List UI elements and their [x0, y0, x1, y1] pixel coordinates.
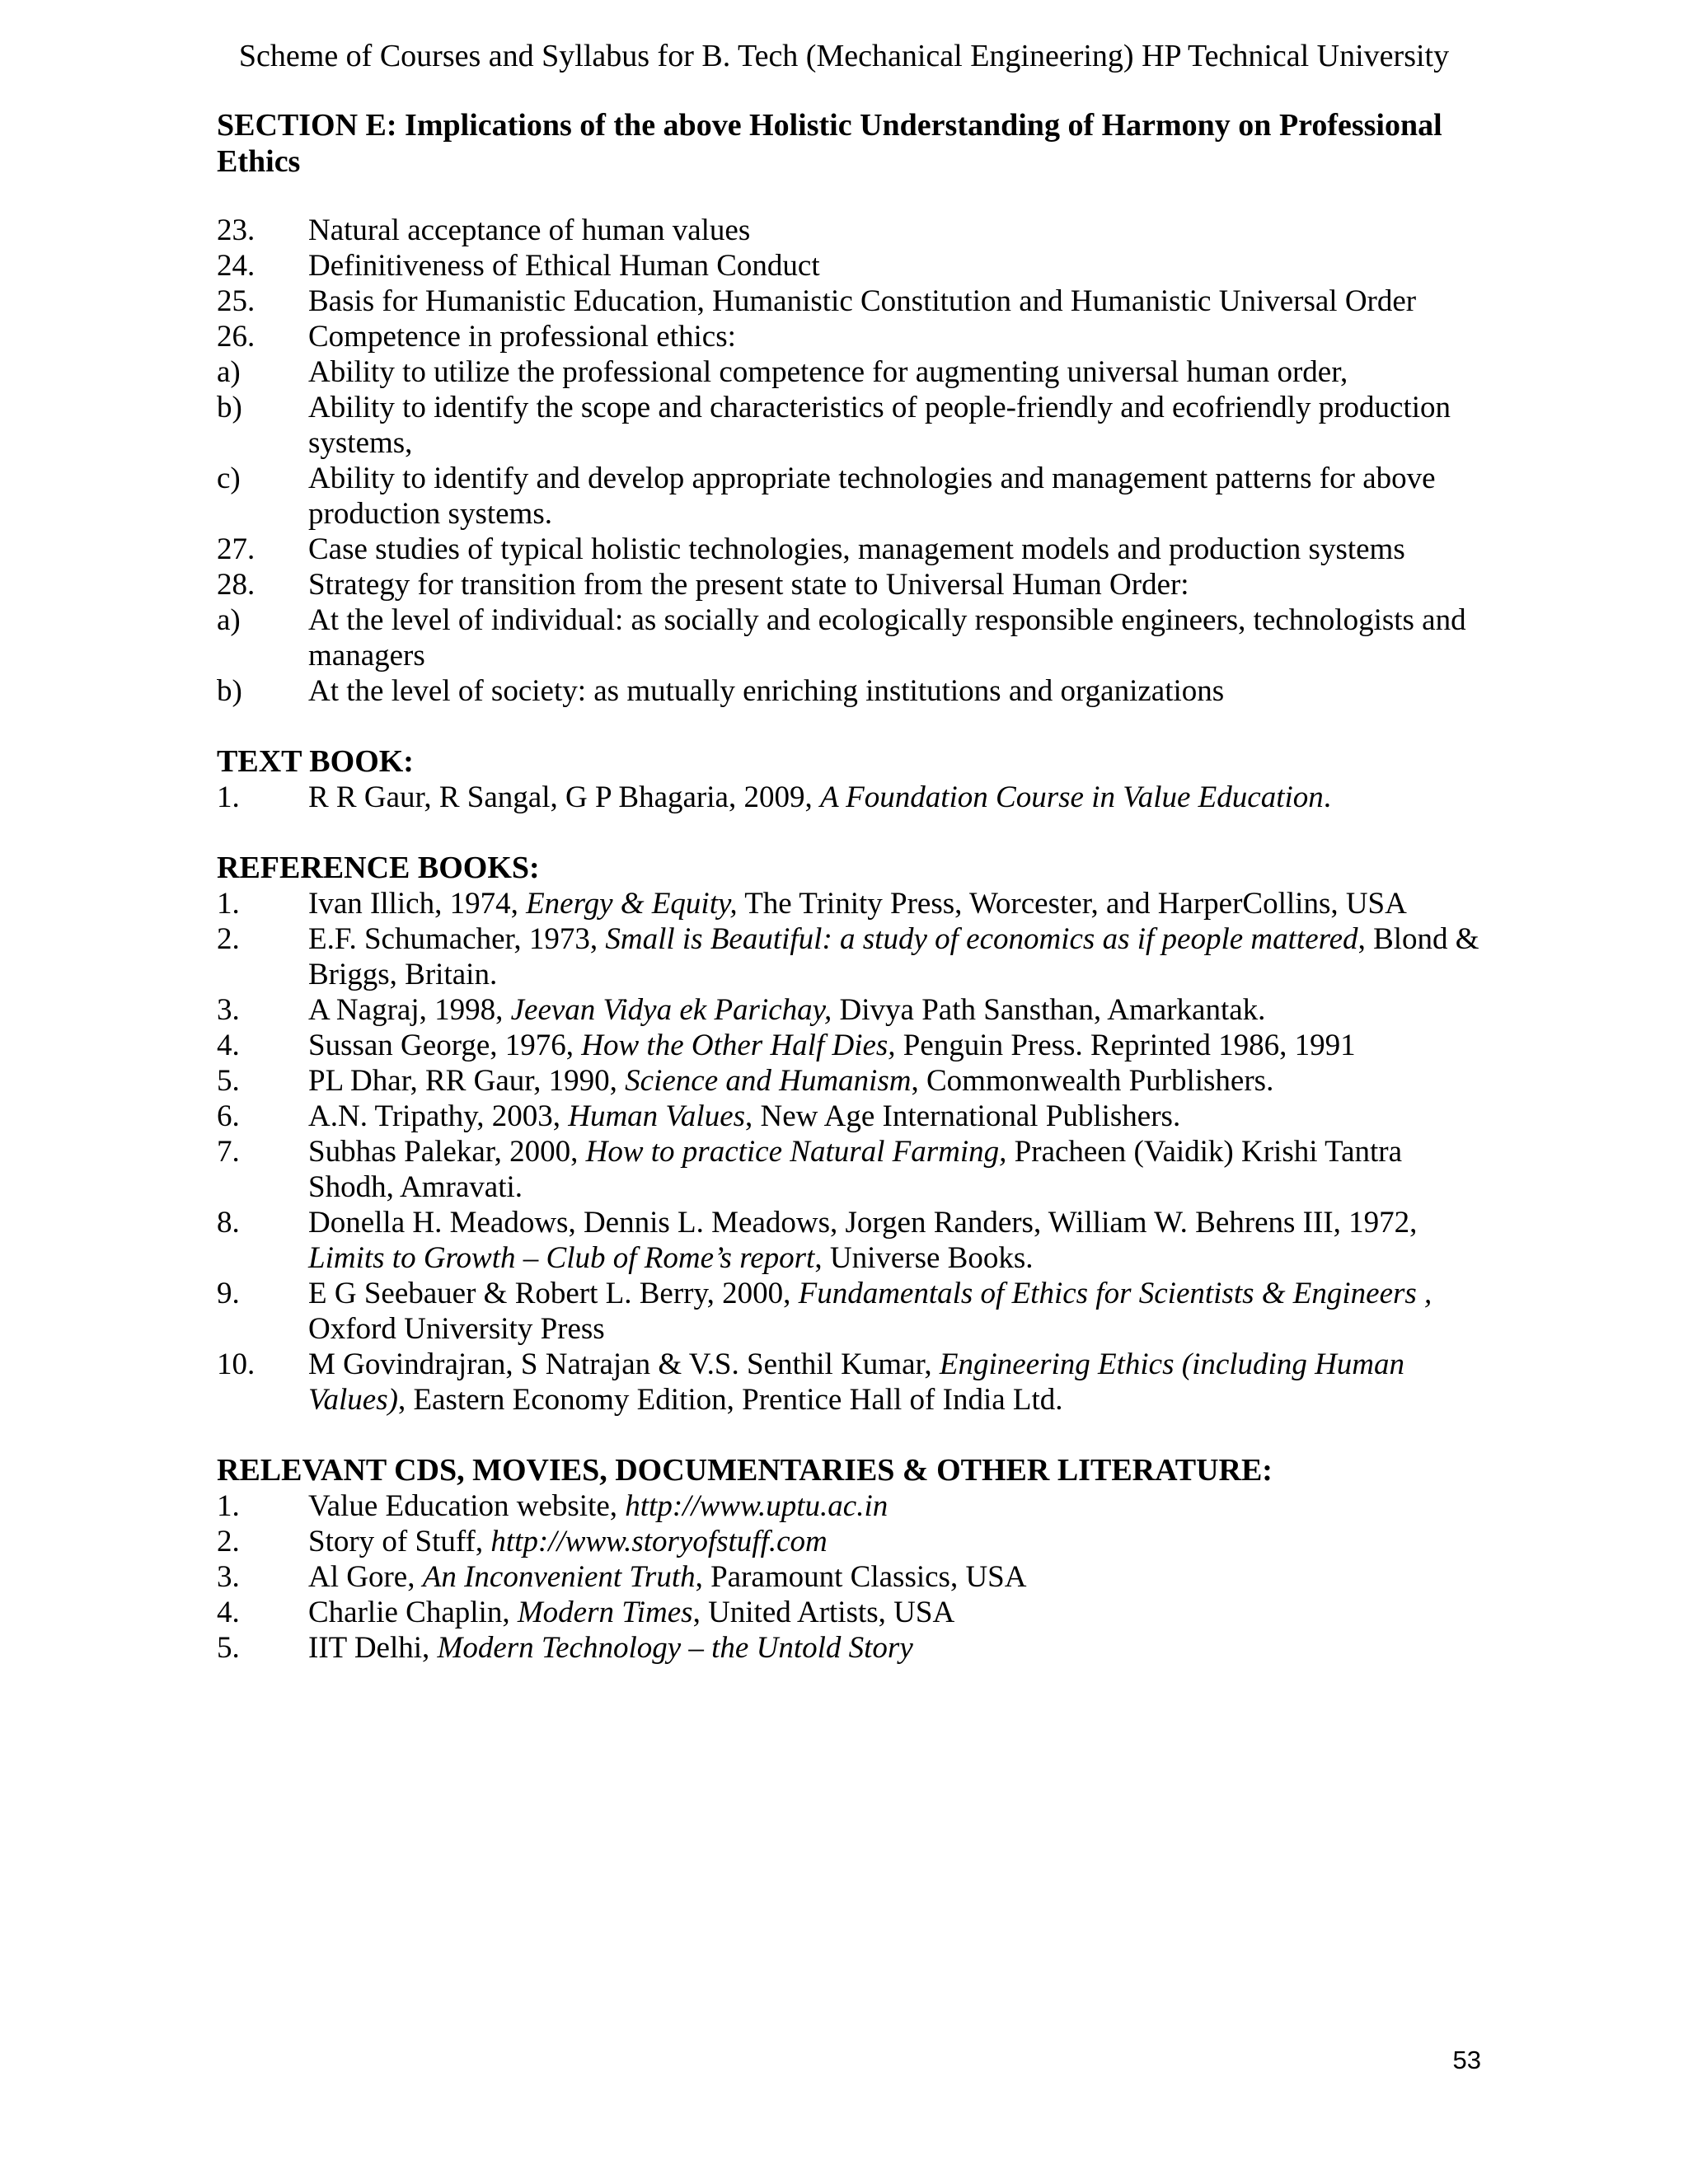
- document-body: [217, 107, 1486, 1666]
- item-text: [308, 1559, 1486, 1595]
- item-title: How the Other Half Dies,: [581, 1029, 896, 1062]
- list-item: [217, 992, 1486, 1028]
- list-item: [217, 1028, 1486, 1063]
- item-title: Jeevan Vidya ek Parichay,: [510, 993, 832, 1027]
- item-title: Modern Technology – the Untold Story: [437, 1631, 913, 1665]
- item-authors: Ivan Illich, 1974,: [308, 887, 527, 921]
- item-title: Engineering Ethics (including Human Values): [308, 1347, 1405, 1417]
- item-publisher: Pracheen (Vaidik) Krishi Tantra Shodh, Amravati.: [308, 1135, 1403, 1204]
- item-text: At the level of individual: as socially and ecologically responsible engineers, technologists and managers: [308, 603, 1466, 673]
- item-text: [308, 1205, 1486, 1276]
- list-item: [217, 1595, 1486, 1630]
- item-authors: Charlie Chaplin,: [308, 1596, 518, 1629]
- list-item: [217, 1630, 1486, 1666]
- item-text: [308, 780, 1486, 815]
- item-text: [308, 1595, 1486, 1630]
- list-item: [217, 1559, 1486, 1595]
- item-text: [308, 921, 1486, 992]
- item-authors: A Nagraj, 1998,: [308, 993, 511, 1027]
- list-item: [217, 602, 1486, 673]
- item-text: Ability to identify the scope and characteristics of people-friendly and ecofriendly production systems,: [308, 391, 1451, 460]
- item-number: a): [217, 355, 241, 389]
- item-number: 10.: [217, 1347, 256, 1381]
- item-authors: Donella H. Meadows, Dennis L. Meadows, Jorgen Randers, William W. Behrens III, 1972,: [308, 1206, 1418, 1240]
- item-number: 3.: [217, 1560, 240, 1594]
- section-e-heading: SECTION E: Implications of the above Holistic Understanding of Harmony on Professional Ethics: [217, 108, 1442, 179]
- item-number: 5.: [217, 1064, 240, 1098]
- spacer: [217, 1418, 1486, 1453]
- item-text: [308, 1630, 1486, 1666]
- item-title: Small is Beautiful: a study of economics as if people mattered: [605, 922, 1358, 956]
- spacer: [217, 180, 1486, 213]
- list-item: [217, 886, 1486, 921]
- item-publisher: , Eastern Economy Edition, Prentice Hall of India Ltd.: [397, 1383, 1063, 1417]
- item-title: http://www.storyofstuff.com: [490, 1525, 828, 1558]
- item-number: 9.: [217, 1277, 240, 1310]
- item-number: c): [217, 462, 241, 495]
- item-number: 28.: [217, 568, 256, 602]
- item-number: a): [217, 603, 241, 637]
- item-number: 1.: [217, 1489, 240, 1523]
- item-number: 6.: [217, 1099, 240, 1133]
- relevant-media-heading: RELEVANT CDS, MOVIES, DOCUMENTARIES & OTHER LITERATURE:: [217, 1453, 1273, 1488]
- item-number: 23.: [217, 213, 256, 247]
- item-publisher: , Universe Books.: [814, 1241, 1034, 1275]
- item-number: 3.: [217, 993, 240, 1027]
- item-authors: Value Education website,: [308, 1489, 626, 1523]
- item-text: [308, 1028, 1486, 1063]
- item-publisher: Oxford University Press: [308, 1312, 605, 1346]
- text-book-list: [217, 780, 1486, 815]
- item-text: [308, 1488, 1486, 1524]
- item-title: How to practice Natural Farming,: [585, 1135, 1007, 1169]
- list-item: [217, 461, 1486, 532]
- item-publisher: , Commonwealth Purblishers.: [911, 1064, 1274, 1098]
- item-publisher: , United Artists, USA: [692, 1596, 955, 1629]
- item-title: Fundamentals of Ethics for Scientists & Engineers ,: [798, 1277, 1432, 1310]
- item-number: 1.: [217, 780, 240, 814]
- item-text: [308, 1276, 1486, 1347]
- item-authors: Subhas Palekar, 2000,: [308, 1135, 586, 1169]
- item-text: [308, 886, 1486, 921]
- list-item: [217, 532, 1486, 567]
- spacer: [217, 815, 1486, 851]
- item-title: An Inconvenient Truth: [422, 1560, 696, 1594]
- item-text: Ability to identify and develop appropriate technologies and management patterns for above production systems.: [308, 462, 1436, 531]
- item-authors: Al Gore,: [308, 1560, 423, 1594]
- list-item: [217, 1134, 1486, 1205]
- text-book-heading: TEXT BOOK:: [217, 744, 414, 779]
- list-item: [217, 284, 1486, 319]
- item-number: 26.: [217, 320, 256, 354]
- item-authors: A.N. Tripathy, 2003,: [308, 1099, 569, 1133]
- list-item: [217, 248, 1486, 284]
- list-item: [217, 1276, 1486, 1347]
- item-text: Natural acceptance of human values: [308, 213, 751, 247]
- list-item: [217, 319, 1486, 354]
- page-header: Scheme of Courses and Syllabus for B. Tech (Mechanical Engineering) HP Technical University: [238, 39, 1450, 73]
- item-number: b): [217, 391, 242, 424]
- list-item: [217, 1347, 1486, 1418]
- item-publisher: , Paramount Classics, USA: [695, 1560, 1027, 1594]
- reference-books-list: [217, 886, 1486, 1418]
- item-text: Ability to utilize the professional competence for augmenting universal human order,: [308, 355, 1348, 389]
- item-title: Limits to Growth – Club of Rome’s report: [308, 1241, 815, 1275]
- item-text: [308, 1347, 1486, 1418]
- item-number: 7.: [217, 1135, 240, 1169]
- section-e-list: [217, 213, 1486, 709]
- item-number: 27.: [217, 532, 256, 566]
- list-item: [217, 390, 1486, 461]
- item-publisher: .: [1323, 780, 1332, 814]
- list-item: [217, 921, 1486, 992]
- item-text: Strategy for transition from the present state to Universal Human Order:: [308, 568, 1189, 602]
- item-text: [308, 1099, 1486, 1134]
- item-authors: E.F. Schumacher, 1973,: [308, 922, 606, 956]
- item-title: Modern Times: [517, 1596, 693, 1629]
- list-item: [217, 673, 1486, 709]
- list-item: [217, 1099, 1486, 1134]
- item-publisher: Penguin Press. Reprinted 1986, 1991: [895, 1029, 1356, 1062]
- item-title: A Foundation Course in Value Education: [819, 780, 1324, 814]
- item-text: Basis for Humanistic Education, Humanistic Constitution and Humanistic Universal Order: [308, 284, 1417, 318]
- item-authors: Sussan George, 1976,: [308, 1029, 582, 1062]
- list-item: [217, 567, 1486, 602]
- item-title: Science and Humanism: [625, 1064, 912, 1098]
- item-title: Human Values: [568, 1099, 746, 1133]
- item-text: [308, 1134, 1486, 1205]
- item-number: 24.: [217, 249, 256, 283]
- item-publisher: , New Age International Publishers.: [745, 1099, 1181, 1133]
- list-item: [217, 1524, 1486, 1559]
- reference-books-heading: REFERENCE BOOKS:: [217, 851, 540, 885]
- item-number: 8.: [217, 1206, 240, 1240]
- relevant-media-list: [217, 1488, 1486, 1666]
- item-number: 2.: [217, 1525, 240, 1558]
- item-number: 4.: [217, 1029, 240, 1062]
- item-number: 25.: [217, 284, 256, 318]
- item-publisher: , Blond & Briggs, Britain.: [308, 922, 1479, 991]
- item-text: At the level of society: as mutually enriching institutions and organizations: [308, 674, 1225, 708]
- page-number: 53: [1452, 2046, 1481, 2074]
- item-publisher: The Trinity Press, Worcester, and HarperCollins, USA: [737, 887, 1407, 921]
- list-item: [217, 1063, 1486, 1099]
- item-text: Definitiveness of Ethical Human Conduct: [308, 249, 820, 283]
- item-text: Competence in professional ethics:: [308, 320, 736, 354]
- item-text: [308, 992, 1486, 1028]
- item-authors: R R Gaur, R Sangal, G P Bhagaria, 2009,: [308, 780, 820, 814]
- item-text: Case studies of typical holistic technologies, management models and production systems: [308, 532, 1405, 566]
- item-authors: IIT Delhi,: [308, 1631, 438, 1665]
- item-number: 2.: [217, 922, 240, 956]
- item-text: [308, 1063, 1486, 1099]
- list-item: [217, 1205, 1486, 1276]
- item-number: 1.: [217, 887, 240, 921]
- item-number: 4.: [217, 1596, 240, 1629]
- item-authors: M Govindrajran, S Natrajan & V.S. Senthil Kumar,: [308, 1347, 940, 1381]
- item-title: Energy & Equity,: [526, 887, 738, 921]
- list-item: [217, 213, 1486, 248]
- item-publisher: Divya Path Sansthan, Amarkantak.: [832, 993, 1266, 1027]
- item-title: http://www.uptu.ac.in: [625, 1489, 889, 1523]
- item-number: 5.: [217, 1631, 240, 1665]
- item-authors: Story of Stuff,: [308, 1525, 491, 1558]
- list-item: [217, 354, 1486, 390]
- spacer: [217, 709, 1486, 744]
- item-authors: E G Seebauer & Robert L. Berry, 2000,: [308, 1277, 799, 1310]
- list-item: [217, 780, 1486, 815]
- item-authors: PL Dhar, RR Gaur, 1990,: [308, 1064, 626, 1098]
- list-item: [217, 1488, 1486, 1524]
- item-text: [308, 1524, 1486, 1559]
- item-number: b): [217, 674, 242, 708]
